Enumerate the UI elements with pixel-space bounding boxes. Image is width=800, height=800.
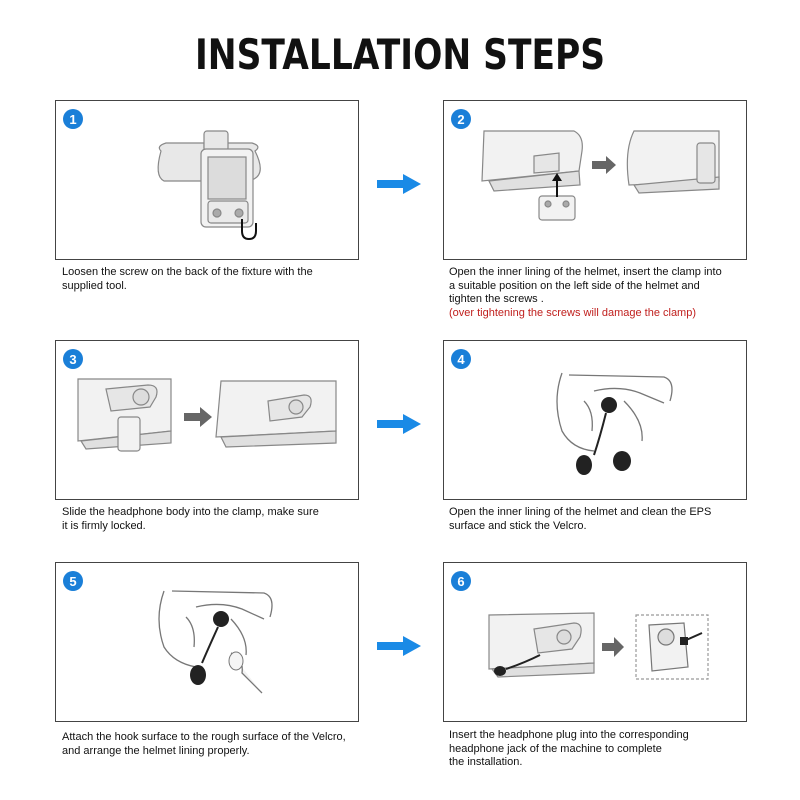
step-3-caption-line: Slide the headphone body into the clamp, make sure (62, 506, 319, 518)
page-title: INSTALLATION STEPS (194, 30, 606, 79)
step-3-caption-line: it is firmly locked. (62, 519, 146, 532)
step-4-caption (449, 506, 769, 533)
step-1-caption-line: Loosen the screw on the back of the fixture with the (62, 266, 313, 278)
step-2-caption (449, 266, 769, 320)
step-5-panel (55, 562, 359, 722)
step-5-caption-line: Attach the hook surface to the rough surface of the Velcro, (62, 731, 346, 743)
step-2-caption-line: Open the inner lining of the helmet, insert the clamp into (449, 266, 722, 278)
arrow-right-icon (377, 634, 421, 658)
step-1-panel (55, 100, 359, 260)
headphone-slide-illustration (56, 341, 360, 501)
step-1-caption-line: supplied tool. (62, 279, 127, 292)
step-2-caption-line: a suitable position on the left side of the helmet and (449, 279, 700, 292)
step-4-caption-line: surface and stick the Velcro. (449, 519, 587, 532)
fixture-unscrew-illustration (56, 101, 360, 261)
step-6-caption (449, 729, 769, 770)
step-2-warning: (over tightening the screws will damage the clamp) (449, 306, 697, 319)
step-6-caption-line: Insert the headphone plug into the corresponding (449, 729, 689, 741)
step-4-badge: 4 (451, 349, 471, 369)
step-2-panel (443, 100, 747, 260)
step-3-badge: 3 (63, 349, 83, 369)
step-4-panel (443, 340, 747, 500)
step-3-panel (55, 340, 359, 500)
step-1-badge: 1 (63, 109, 83, 129)
step-6-caption-line: the installation. (449, 756, 523, 768)
step-2-badge: 2 (451, 109, 471, 129)
arrow-right-icon (377, 412, 421, 436)
step-3-caption (62, 506, 382, 533)
step-5-caption-line: and arrange the helmet lining properly. (62, 744, 250, 757)
arrow-right-icon (377, 172, 421, 196)
velcro-attach-illustration (56, 563, 360, 723)
step-6-caption-line: headphone jack of the machine to complete (449, 742, 662, 755)
clamp-insert-illustration (444, 101, 748, 261)
step-2-caption-line: tighten the screws . (449, 293, 544, 305)
step-4-caption-line: Open the inner lining of the helmet and clean the EPS (449, 506, 712, 518)
step-1-caption (62, 266, 382, 293)
step-6-badge: 6 (451, 571, 471, 591)
step-6-panel (443, 562, 747, 722)
step-5-badge: 5 (63, 571, 83, 591)
velcro-stick-illustration (444, 341, 748, 501)
step-5-caption (62, 731, 382, 758)
headphone-plug-illustration (444, 563, 748, 723)
